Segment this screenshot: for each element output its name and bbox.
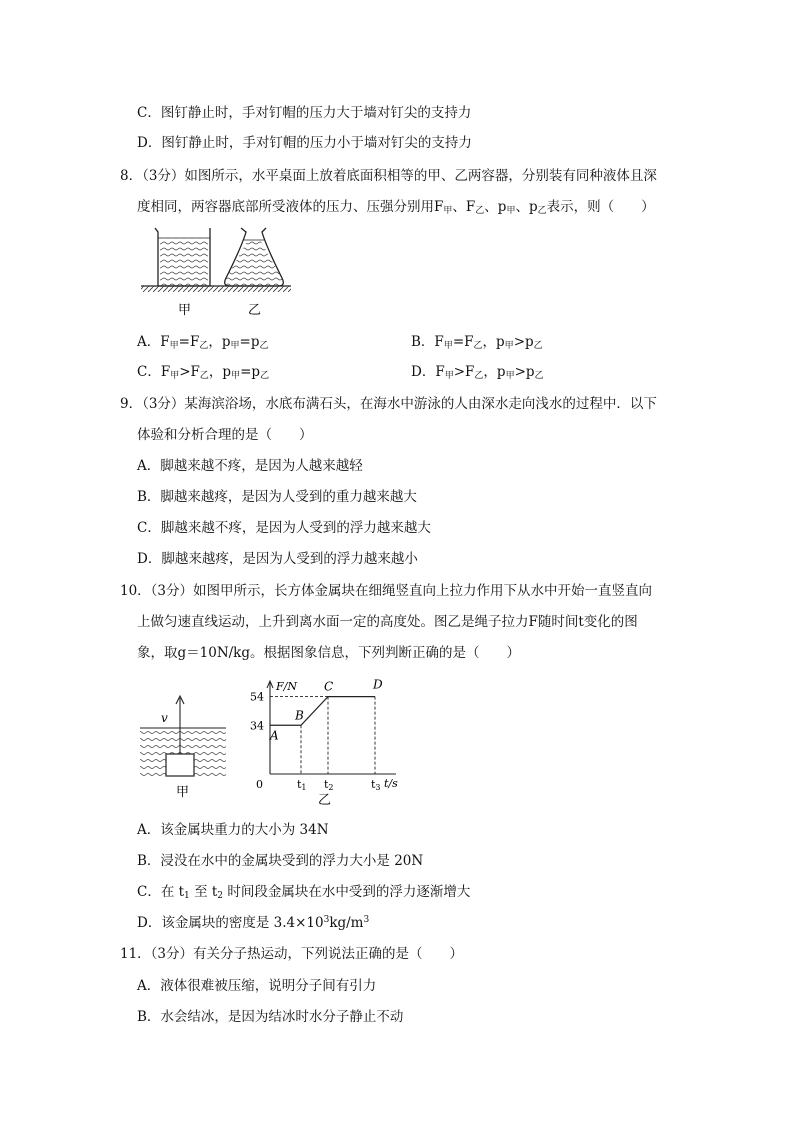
x-tick-label: t1 bbox=[297, 778, 307, 792]
q10-stem-line1: 10．（3分）如图甲所示，长方体金属块在细绳竖直向上拉力作用下从水中开始一直竖直向 bbox=[120, 583, 653, 599]
point-label: A bbox=[270, 728, 279, 743]
origin-label: 0 bbox=[256, 778, 263, 791]
q8-option-c: C．$F_甲>F_乙$，$p_甲=p_乙$ bbox=[137, 364, 270, 381]
label-yi: 乙 bbox=[248, 303, 262, 318]
y-tick-label: 34 bbox=[250, 719, 264, 733]
container-jia bbox=[155, 228, 210, 286]
q8-option-d: D．$F_甲>F_乙$，$p_甲>p_乙$ bbox=[411, 364, 544, 381]
metal-block bbox=[166, 754, 194, 776]
q10-stem-line2: 上做匀速直线运动，上升到离水面一定的高度处。图乙是绳子拉力F随时间t变化的图 bbox=[137, 614, 638, 630]
q9-stem-line1: 9．（3分）某海滨浴场，水底布满石头，在海水中游泳的人由深水走向浅水的过程中．以下 bbox=[120, 396, 657, 412]
table-surface bbox=[141, 286, 291, 292]
q11-option-a: A．液体很难被压缩，说明分子间有引力 bbox=[137, 978, 377, 994]
q8-containers-figure bbox=[138, 222, 298, 322]
series-line bbox=[270, 697, 375, 726]
q10-block-figure bbox=[138, 680, 238, 805]
q10-option-c: C．在 $t_1$ 至 $t_2$ 时间段金属块在水中受到的浮力逐渐增大 bbox=[137, 884, 471, 901]
q8-stem-line1: 8．（3分）如图所示，水平桌面上放着底面积相等的甲、乙两容器，分别装有同种液体且深 bbox=[120, 168, 657, 184]
x-tick-label: t2 bbox=[324, 778, 334, 792]
q10-stem-line3: 象，取g＝10N/kg。根据图象信息，下列判断正确的是（ ） bbox=[137, 645, 521, 661]
y-tick-label: 54 bbox=[250, 690, 264, 704]
q7-option-c: C．图钉静止时，手对钉帽的压力大于墙对钉尖的支持力 bbox=[137, 105, 472, 121]
q10-option-d: D．该金属块的密度是 $3.4\times 10^3kg/m^3$ bbox=[137, 915, 370, 931]
velocity-label: v bbox=[161, 711, 168, 725]
q9-option-b: B．脚越来越疼，是因为人受到的重力越来越大 bbox=[137, 489, 417, 505]
chart-plot bbox=[250, 678, 398, 808]
q11-stem-line1: 11．（3分）有关分子热运动，下列说法正确的是（ ） bbox=[120, 946, 464, 962]
q8-option-a: A．$F_甲=F_乙$，$p_甲=p_乙$ bbox=[137, 334, 269, 351]
point-label: C bbox=[324, 679, 334, 694]
q10-force-time-chart bbox=[248, 676, 408, 810]
label-yi-2: 乙 bbox=[318, 793, 332, 808]
point-label: D bbox=[373, 677, 383, 692]
q9-option-c: C．脚越来越不疼，是因为人受到的浮力越来越大 bbox=[137, 520, 431, 536]
q9-option-a: A．脚越来越不疼，是因为人越来越轻 bbox=[137, 458, 363, 474]
point-label: B bbox=[295, 708, 304, 723]
container-yi bbox=[224, 228, 284, 286]
q10-option-a: A．该金属块重力的大小为 34N bbox=[137, 822, 329, 838]
y-axis-label: F/N bbox=[276, 680, 297, 693]
q10-option-b: B．浸没在水中的金属块受到的浮力大小是 20N bbox=[137, 853, 424, 869]
q8-stem-line2: 度相同，两容器底部所受液体的压力、压强分别用$F_甲$、$F_乙$、$p_甲$、$p_乙$表示，则（ ） bbox=[137, 199, 655, 216]
q9-stem-line2: 体验和分析合理的是（ ） bbox=[137, 427, 313, 443]
x-tick-label: t3 bbox=[371, 778, 381, 792]
q11-option-b: B．水会结冰，是因为结冰时水分子静止不动 bbox=[137, 1009, 404, 1025]
x-axis-label: t/s bbox=[384, 777, 398, 790]
label-jia-2: 甲 bbox=[176, 785, 190, 800]
label-jia: 甲 bbox=[178, 303, 192, 318]
q7-option-d: D．图钉静止时，手对钉帽的压力小于墙对钉尖的支持力 bbox=[137, 135, 472, 151]
q8-option-b: B．$F_甲=F_乙$，$p_甲>p_乙$ bbox=[411, 334, 543, 351]
q9-option-d: D．脚越来越疼，是因为人受到的浮力越来越小 bbox=[137, 551, 418, 567]
